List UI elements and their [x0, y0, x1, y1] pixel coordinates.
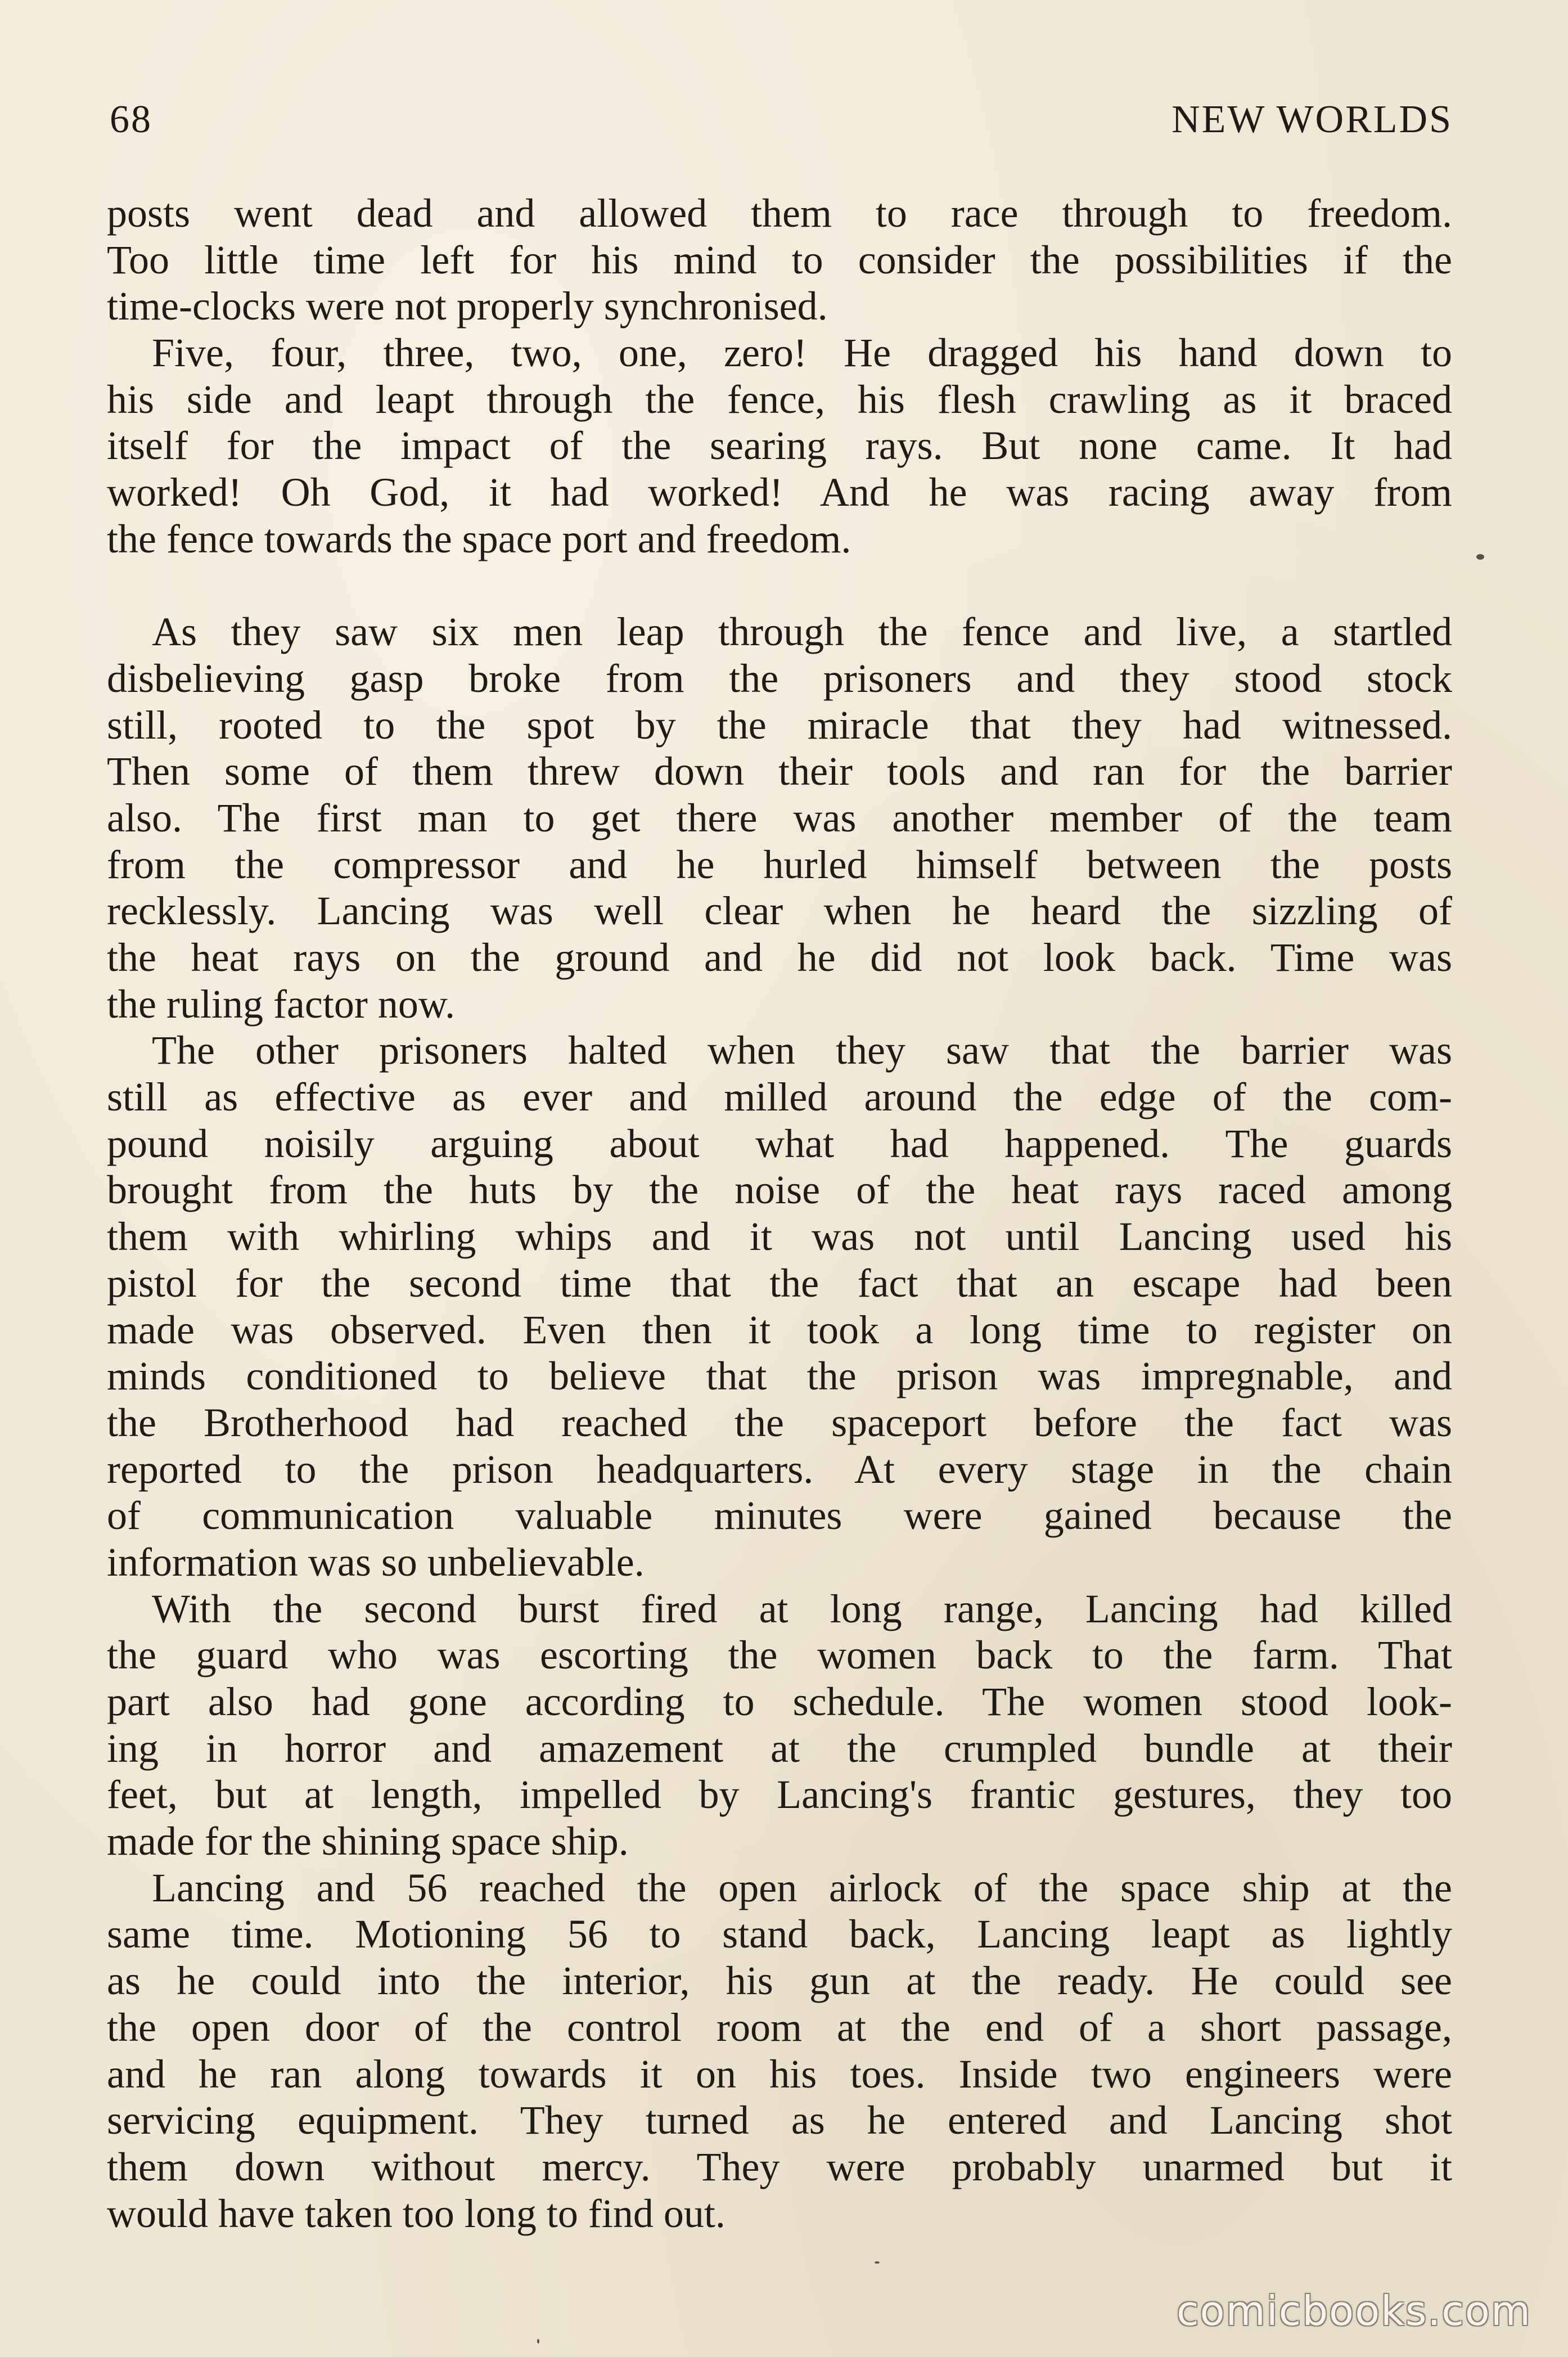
text-line: time-clocks were not properly synchronised.: [107, 284, 828, 329]
journal-title: NEW WORLDS: [1172, 98, 1453, 141]
text-line: still, rooted to the spot by the miracle that they had witnessed.: [107, 702, 1452, 748]
text-line: them with whirling whips and it was not until Lancing used his: [107, 1214, 1452, 1260]
text-line: from the compressor and he hurled himself between the posts: [107, 842, 1452, 887]
text-line: the Brotherhood had reached the spaceport before the fact was: [107, 1400, 1452, 1445]
page-number: 68: [110, 98, 152, 141]
text-line: Lancing and 56 reached the open airlock of the space ship at the: [152, 1865, 1452, 1910]
text-line: minds conditioned to believe that the prison was impregnable, and: [107, 1353, 1452, 1399]
text-line: them down without mercy. They were probably unarmed but it: [107, 2144, 1452, 2189]
text-line: ing in horror and amazement at the crumpled bundle at their: [107, 1725, 1452, 1771]
text-line: the fence towards the space port and freedom.: [107, 516, 851, 561]
print-speck: [875, 2261, 880, 2264]
text-line: As they saw six men leap through the fence and live, a startled: [152, 609, 1452, 655]
text-line: the open door of the control room at the end of a short passage,: [107, 2004, 1452, 2050]
text-line: disbelieving gasp broke from the prisoners and they stood stock: [107, 655, 1452, 701]
text-line: The other prisoners halted when they saw that the barrier was: [152, 1028, 1452, 1073]
text-line: servicing equipment. They turned as he entered and Lancing shot: [107, 2098, 1452, 2143]
text-line: Then some of them threw down their tools and ran for the barrier: [107, 749, 1452, 794]
text-line: as he could into the interior, his gun at the ready. He could see: [107, 1958, 1452, 2004]
text-line: recklessly. Lancing was well clear when he heard the sizzling of: [107, 888, 1452, 934]
text-line: the guard who was escorting the women back to the farm. That: [107, 1632, 1452, 1678]
print-speck: [537, 2339, 539, 2343]
text-line: feet, but at length, impelled by Lancing's frantic gestures, they too: [107, 1772, 1452, 1818]
text-line: brought from the huts by the noise of the heat rays raced among: [107, 1167, 1452, 1213]
text-line: Five, four, three, two, one, zero! He dragged his hand down to: [152, 330, 1452, 376]
text-line: pistol for the second time that the fact that an escape had been: [107, 1260, 1452, 1306]
body-text: [107, 190, 1452, 2237]
text-line: worked! Oh God, it had worked! And he was racing away from: [107, 470, 1452, 515]
running-head: [110, 95, 1453, 145]
text-line: With the second burst fired at long range, Lancing had killed: [152, 1586, 1452, 1631]
text-line: the ruling factor now.: [107, 981, 456, 1027]
text-line: of communication valuable minutes were gained because the: [107, 1493, 1452, 1539]
text-line: would have taken too long to find out.: [107, 2190, 726, 2236]
watermark: comicbooks.com: [1176, 2287, 1531, 2334]
text-line: part also had gone according to schedule. The women stood look-: [107, 1679, 1452, 1724]
text-line: posts went dead and allowed them to race through to freedom.: [107, 191, 1452, 236]
text-line: also. The first man to get there was another member of the team: [107, 795, 1452, 840]
section-break: [107, 563, 1452, 609]
text-line: Too little time left for his mind to consider the possibilities if the: [107, 237, 1452, 282]
text-line: the heat rays on the ground and he did not look back. Time was: [107, 935, 1452, 980]
text-line: made was observed. Even then it took a long time to register on: [107, 1307, 1452, 1352]
text-line: itself for the impact of the searing rays. But none came. It had: [107, 423, 1452, 469]
print-speck: [1476, 554, 1484, 560]
text-line: made for the shining space ship.: [107, 1819, 629, 1864]
text-line: still as effective as ever and milled around the edge of the com-: [107, 1074, 1452, 1120]
text-line: information was so unbelievable.: [107, 1539, 645, 1585]
text-line: and he ran along towards it on his toes. Inside two engineers were: [107, 2051, 1452, 2097]
text-line: pound noisily arguing about what had happened. The guards: [107, 1121, 1452, 1166]
text-line: reported to the prison headquarters. At every stage in the chain: [107, 1446, 1452, 1492]
text-line: same time. Motioning 56 to stand back, Lancing leapt as lightly: [107, 1911, 1452, 1957]
text-line: his side and leapt through the fence, his flesh crawling as it braced: [107, 376, 1452, 422]
